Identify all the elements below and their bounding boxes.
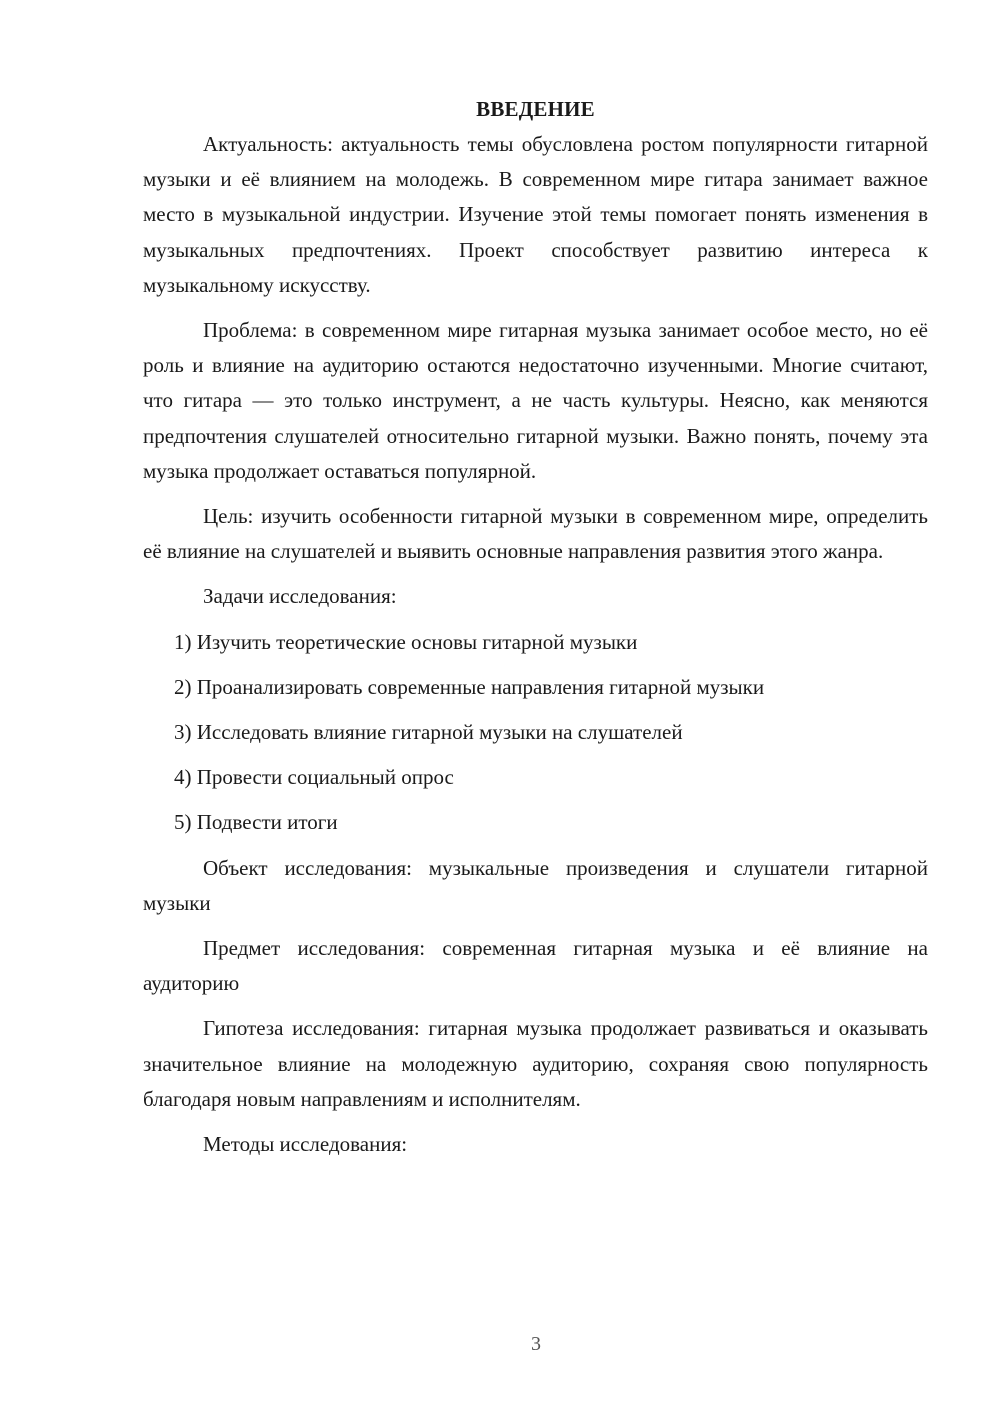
- methods-heading: Методы исследования:: [203, 1132, 408, 1157]
- paragraph-goal: Цель: изучить особенности гитарной музыки в современном мире, определить её влияние на слушателей и выявить основные направления развития этого жанра.: [143, 504, 928, 564]
- tasks-list: [143, 625, 928, 841]
- list-item: 4) Провести социальный опрос: [174, 765, 454, 790]
- list-item: 3) Исследовать влияние гитарной музыки на слушателей: [174, 720, 683, 745]
- section-title: ВВЕДЕНИЕ: [476, 97, 595, 121]
- paragraph-problem: Проблема: в современном мире гитарная музыка занимает особое место, но её роль и влияние на аудиторию остаются недостаточно изученными. Многие считают, что гитара — это только инструмент, а не часть культуры. Неясно, как меняются предпочтения слушателей относительно гитарной музыки. Важно понять, почему эта музыка продолжает оставаться популярной.: [143, 318, 928, 483]
- paragraph-relevance: Актуальность: актуальность темы обусловлена ростом популярности гитарной музыки и её влиянием на молодежь. В современном мире гитара занимает важное место в музыкальной индустрии. Изучение этой темы помогает понять изменения в музыкальных предпочтениях. Проект способствует развитию интереса к музыкальному искусству.: [143, 132, 928, 297]
- page-number: 3: [531, 1333, 541, 1355]
- document-page: [143, 92, 928, 1172]
- list-item: 5) Подвести итоги: [174, 810, 338, 835]
- tasks-heading: Задачи исследования:: [203, 584, 397, 609]
- paragraph-hypothesis: Гипотеза исследования: гитарная музыка продолжает развиваться и оказывать значительное влияние на молодежную аудиторию, сохраняя свою популярность благодаря новым направлениям и исполнителям.: [143, 1016, 928, 1111]
- paragraph-subject: Предмет исследования: современная гитарная музыка и её влияние на аудиторию: [143, 936, 928, 996]
- list-item: 1) Изучить теоретические основы гитарной музыки: [174, 629, 638, 654]
- paragraph-object: Объект исследования: музыкальные произведения и слушатели гитарной музыки: [143, 855, 928, 915]
- list-item: 2) Проанализировать современные направления гитарной музыки: [174, 674, 765, 699]
